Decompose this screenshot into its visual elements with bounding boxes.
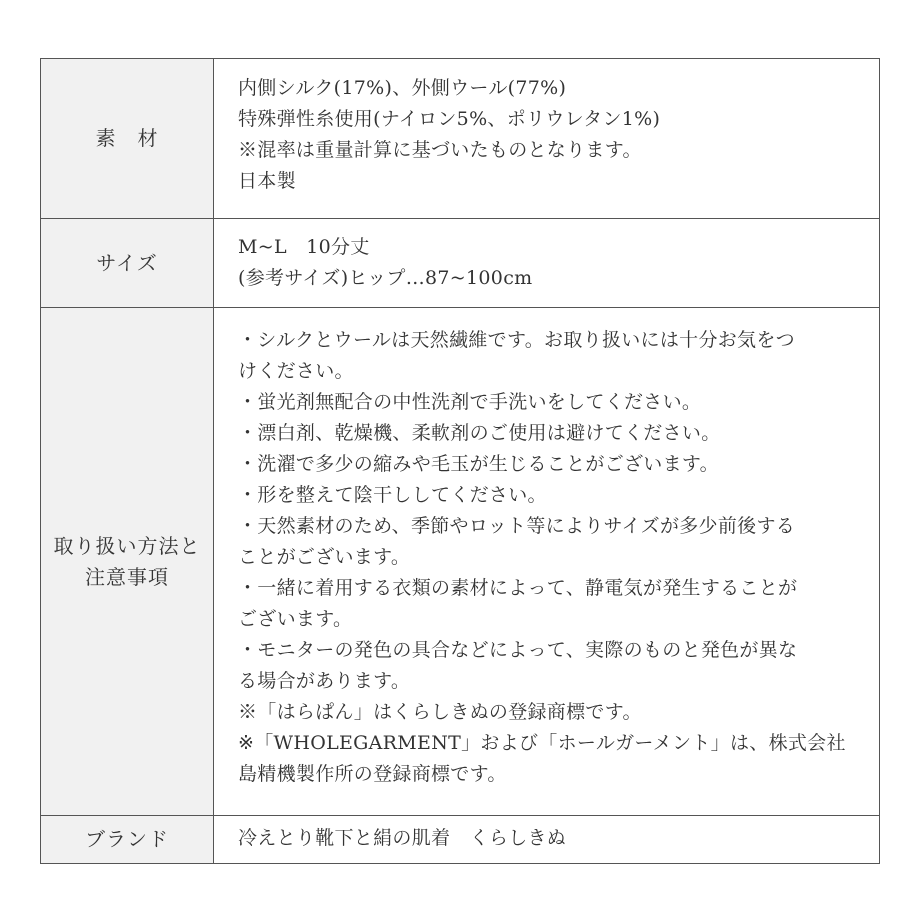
care-line: ・シルクとウールは天然繊維です。お取り扱いには十分お気をつ [238,329,795,351]
care-line: ことがございます。 [238,546,411,568]
table-row-brand [41,816,880,864]
care-label-line: 注意事項 [85,564,169,589]
table-row-size [41,219,880,308]
table-row-care [41,308,880,816]
care-line: る場合があります。 [238,670,411,692]
row-value-brand [214,816,880,864]
care-line: ・蛍光剤無配合の中性洗剤で手洗いをしてください。 [238,391,702,413]
care-line: ・形を整えて陰干ししてください。 [238,484,547,506]
care-line: ・モニターの発色の具合などによって、実際のものと発色が異な [238,639,798,661]
product-spec-table [40,58,880,864]
material-line: 内側シルク(17%)、外側ウール(77%) [238,77,567,99]
material-line: ※混率は重量計算に基づいたものとなります。 [238,139,642,161]
care-line: ございます。 [238,608,353,630]
material-line: 日本製 [238,170,296,192]
table-row-material [41,59,880,219]
care-line: ・洗濯で多少の縮みや毛玉が生じることがございます。 [238,453,719,475]
row-label-material: 素 材 [41,59,214,219]
care-line: けください。 [238,360,354,382]
row-value-material [214,59,880,219]
care-line: ※「はらぱん」はくらしきぬの登録商標です。 [238,701,642,723]
row-label-care [41,308,214,816]
size-line: (参考サイズ)ヒップ…87~100cm [238,267,533,289]
size-line: M~L 10分丈 [238,236,370,258]
row-value-care [214,308,880,816]
row-value-size [214,219,880,308]
row-label-size: サイズ [41,219,214,308]
row-label-brand: ブランド [41,816,214,864]
care-line: ※「WHOLEGARMENT」および「ホールガーメント」は、株式会社 [238,732,846,754]
care-line: ・一緒に着用する衣類の素材によって、静電気が発生することが [238,577,798,599]
material-line: 特殊弾性糸使用(ナイロン5%、ポリウレタン1%) [238,108,661,130]
care-line: ・天然素材のため、季節やロット等によりサイズが多少前後する [238,515,796,537]
care-label-line: 取り扱い方法と [53,533,201,558]
brand-line: 冷えとり靴下と絹の肌着 くらしきぬ [238,827,567,849]
care-line: 島精機製作所の登録商標です。 [238,763,507,785]
care-line: ・漂白剤、乾燥機、柔軟剤のご使用は避けてください。 [238,422,721,444]
